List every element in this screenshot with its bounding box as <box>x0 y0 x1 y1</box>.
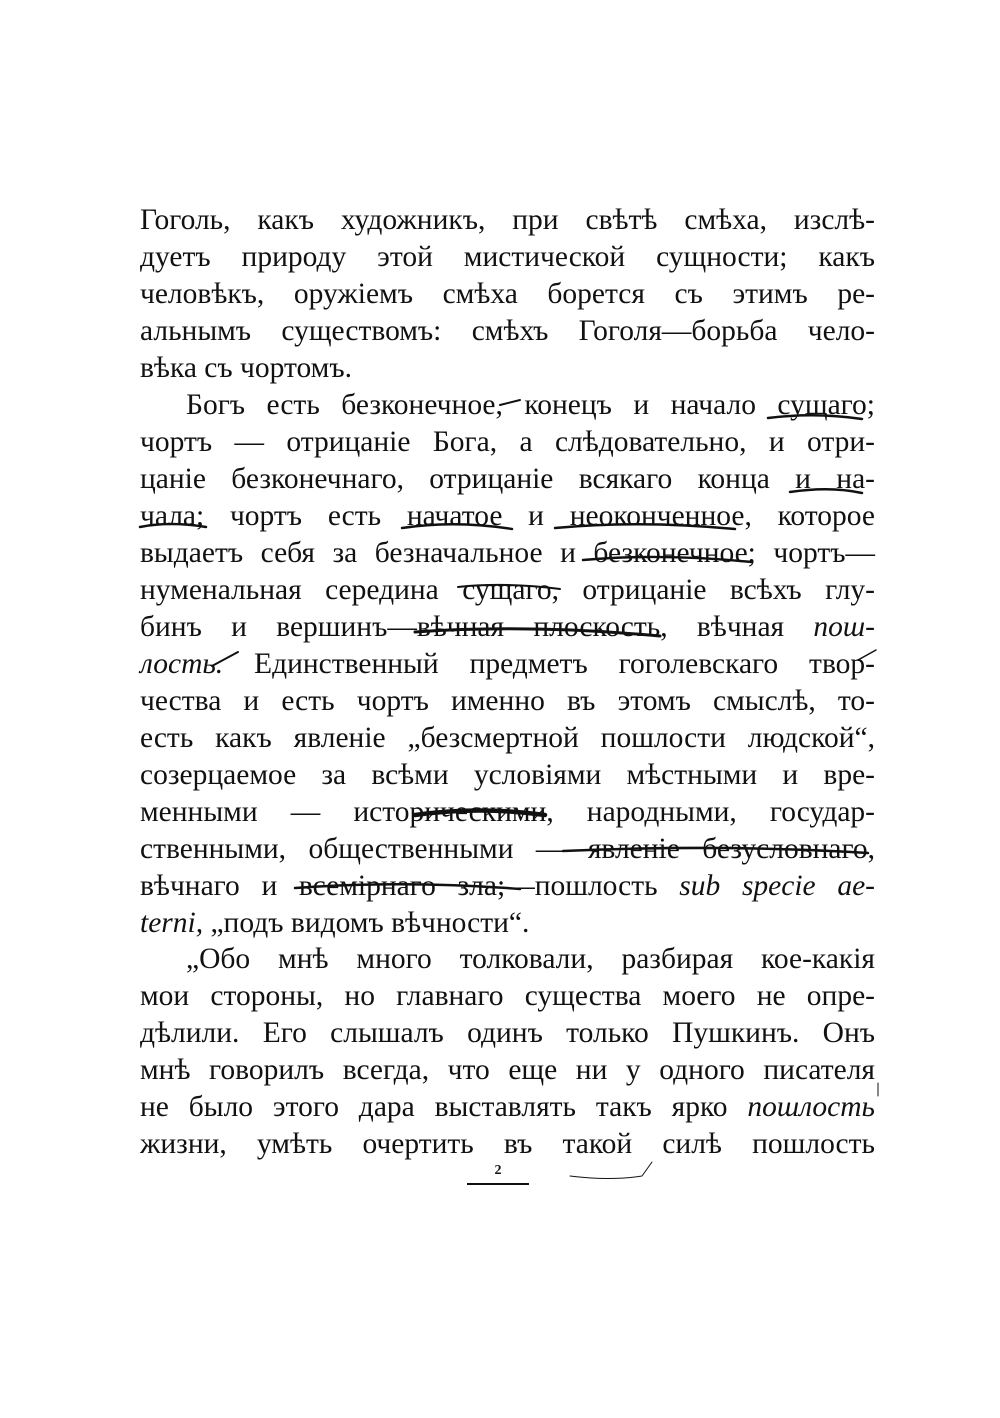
line-text: чала; чортъ есть начатое и неоконченное, которое <box>140 500 875 532</box>
line-text: цаніе безконечнаго, отрицаніе всякаго конца и на- <box>140 463 875 495</box>
text-line <box>140 757 875 793</box>
text-line <box>140 646 875 682</box>
line-text: есть какъ явленіе „безсмертной пошлости людской“, <box>140 722 875 754</box>
italic-word: terni, <box>140 907 204 939</box>
line-text: менными — историческими, народными, государ- <box>140 796 875 828</box>
pen-flourish <box>570 1162 652 1179</box>
paragraph-first-line <box>186 387 875 423</box>
text-line <box>140 239 875 275</box>
text-line <box>140 461 875 497</box>
line-text: человѣкъ, оружіемъ смѣха борется съ этимъ ре- <box>140 278 875 310</box>
line-text: „Обо мнѣ много толковали, разбирая кое-какія <box>186 943 875 975</box>
text-line <box>140 424 875 460</box>
line-text: дуетъ природу этой мистической сущности; какъ <box>140 241 875 273</box>
line-text: альнымъ существомъ: смѣхъ Гоголя—борьба чело- <box>140 315 875 347</box>
text-line <box>140 313 875 349</box>
text-line <box>140 905 875 941</box>
text-line <box>140 572 875 608</box>
line-text: чества и есть чортъ именно въ этомъ смыслѣ, то- <box>140 685 875 717</box>
text-line <box>140 498 875 534</box>
text-line <box>140 1015 875 1051</box>
line-text: выдаетъ себя за безначальное и безконечное; чортъ— <box>140 537 875 569</box>
line-text: вѣчнаго и всемірнаго зла;—пошлость <box>140 870 680 902</box>
line-text: бинъ и вершинъ—вѣчная плоскость, вѣчная <box>140 611 814 643</box>
text-line <box>140 868 875 904</box>
line-text: жизни, умѣть очертить въ такой силѣ пошлость <box>140 1128 875 1160</box>
line-text: созерцаемое за всѣми условіями мѣстными и вре- <box>140 759 875 791</box>
text-line <box>140 794 875 830</box>
line-text: „подъ видомъ вѣчности“. <box>203 907 530 939</box>
text-line <box>140 535 875 571</box>
line-text: мнѣ говорилъ всегда, что еще ни у одного писателя <box>140 1054 875 1086</box>
text-line <box>140 1126 875 1162</box>
line-text: ственными, общественными — явленіе безусловнаго, <box>140 833 875 865</box>
line-text: вѣка съ чортомъ. <box>140 352 352 384</box>
line-text: Единственный предметъ гоголевскаго твор- <box>223 648 875 680</box>
line-text: Гоголь, какъ художникъ, при свѣтѣ смѣха, изслѣ- <box>140 204 875 236</box>
page-number-rule <box>467 1183 529 1185</box>
text-line <box>140 350 875 386</box>
paragraph-first-line <box>186 941 875 977</box>
page-number: 2 <box>494 1163 502 1178</box>
text-line <box>140 831 875 867</box>
text-line <box>140 978 875 1014</box>
line-text: мои стороны, но главнаго существа моего не опре- <box>140 980 875 1012</box>
line-text: нуменальная середина сущаго, отрицаніе всѣхъ глу- <box>140 574 875 606</box>
line-text: не было этого дара выставлять такъ ярко <box>140 1091 748 1123</box>
text-line <box>140 276 875 312</box>
line-text: Богъ есть безконечное, конецъ и начало сущаго; <box>186 389 875 421</box>
italic-word: sub specie ae- <box>679 870 876 902</box>
text-line <box>140 609 875 645</box>
text-line <box>140 202 875 238</box>
italic-word: пошлость <box>747 1091 875 1123</box>
line-text: дѣлили. Его слышалъ одинъ только Пушкинъ. Онъ <box>140 1017 875 1049</box>
text-line <box>140 683 875 719</box>
text-line <box>140 1052 875 1088</box>
italic-word: лость. <box>140 648 224 680</box>
line-text: чортъ — отрицаніе Бога, а слѣдовательно, и отри- <box>140 426 875 458</box>
italic-word: пош- <box>813 611 875 643</box>
text-line <box>140 720 875 756</box>
text-line <box>140 1089 875 1125</box>
